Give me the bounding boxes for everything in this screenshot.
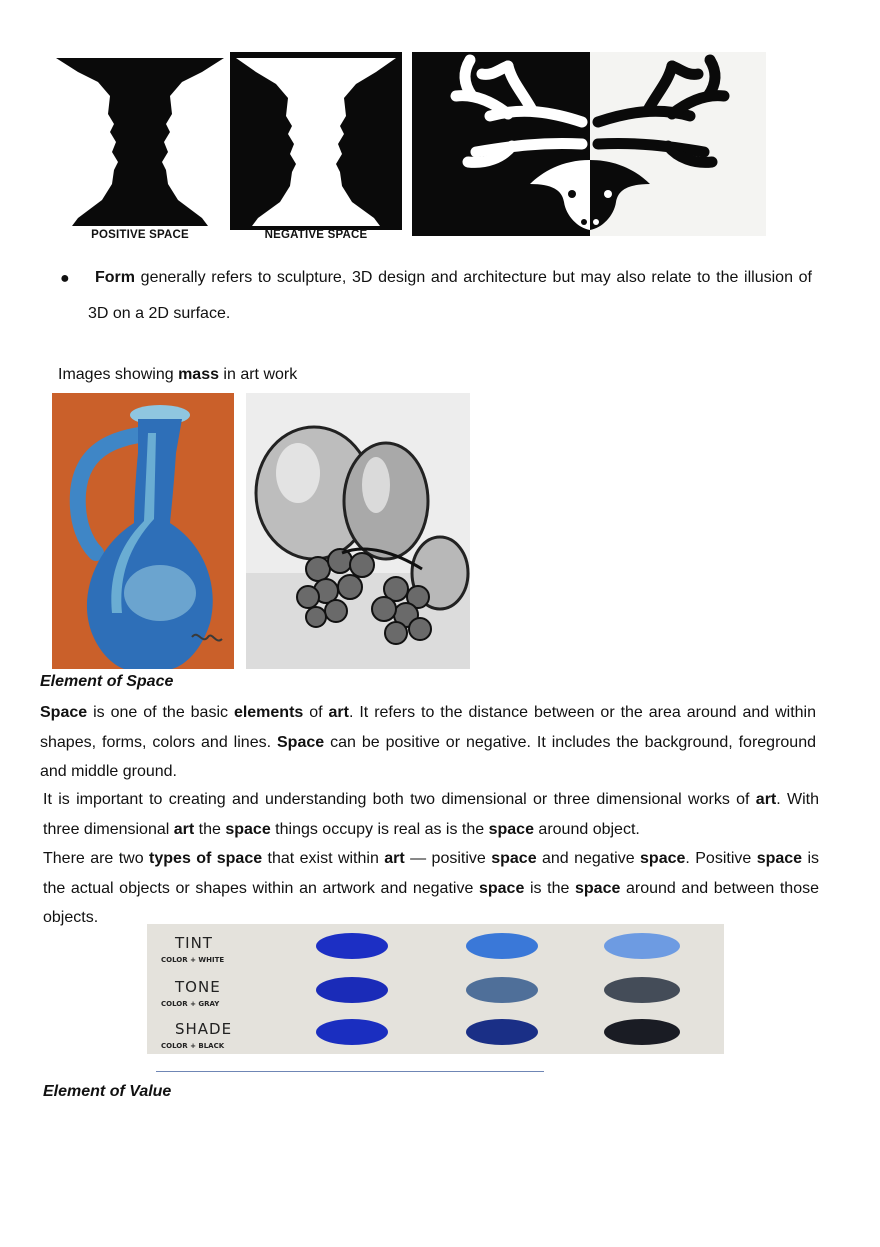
form-text: generally refers to sculpture, 3D design and architecture but may also relate to the illusion of 3D on a 2D surface. bbox=[88, 269, 812, 322]
deer-figure-ground-image bbox=[412, 52, 766, 236]
bullet-marker: ● bbox=[60, 270, 70, 287]
value-swatch bbox=[316, 933, 388, 959]
form-term: Form bbox=[95, 269, 135, 286]
value-row-sublabel: COLOR + WHITE bbox=[161, 956, 225, 964]
text-run-8: . Positive bbox=[685, 850, 757, 867]
value-row-label: SHADE bbox=[175, 1020, 233, 1038]
value-swatch bbox=[604, 1019, 680, 1045]
bold-run-9: space bbox=[756, 850, 803, 867]
value-row-label: TINT bbox=[175, 934, 213, 952]
negative-space-figure bbox=[230, 52, 402, 230]
text-run-2: that exist within bbox=[262, 850, 385, 867]
text-run-6: and negative bbox=[536, 850, 641, 867]
bold-run-0: Space bbox=[40, 704, 88, 721]
bold-run-7: space bbox=[640, 850, 686, 867]
mass-caption-bold: mass bbox=[178, 366, 219, 383]
text-run-4: — positive bbox=[404, 850, 492, 867]
horizontal-rule bbox=[156, 1071, 544, 1072]
value-row-sublabel: COLOR + BLACK bbox=[161, 1042, 225, 1050]
text-run-8: around object. bbox=[533, 820, 640, 838]
bold-run-2: elements bbox=[233, 704, 304, 721]
blue-vase-painting bbox=[52, 393, 234, 669]
text-run-2: . With three dimensional bbox=[43, 791, 820, 838]
positive-space-caption: POSITIVE SPACE bbox=[91, 229, 189, 241]
form-bullet-paragraph bbox=[88, 260, 812, 332]
mass-caption-after: in art work bbox=[218, 366, 298, 383]
space-paragraph-3 bbox=[43, 844, 819, 933]
bold-run-5: space bbox=[491, 850, 537, 867]
text-run-1: is one of the basic bbox=[87, 704, 234, 721]
value-row-label: TONE bbox=[175, 978, 221, 996]
bold-run-6: Space bbox=[277, 733, 325, 751]
bold-run-1: types of space bbox=[149, 850, 263, 867]
mass-caption bbox=[58, 360, 297, 390]
space-heading: Element of Space bbox=[40, 673, 174, 690]
bold-run-4: art bbox=[328, 704, 349, 721]
bold-run-13: space bbox=[575, 879, 621, 897]
value-chart-image bbox=[147, 924, 724, 1054]
text-run-5: . It refers to the distance between or the area around and within shapes, forms, colors and lines. bbox=[40, 704, 817, 751]
mass-caption-before: Images showing bbox=[58, 366, 179, 383]
bold-run-3: art bbox=[384, 850, 405, 867]
value-swatch bbox=[466, 933, 538, 959]
text-run-0: It is important to creating and understanding both two dimensional or three dimensional works of bbox=[43, 791, 756, 808]
space-paragraph-2 bbox=[43, 785, 819, 844]
text-run-10: is the actual objects or shapes within an artwork and negative bbox=[43, 850, 820, 897]
positive-space-figure bbox=[52, 52, 228, 230]
value-swatch bbox=[316, 977, 388, 1003]
bold-run-11: space bbox=[478, 879, 525, 897]
negative-space-caption: NEGATIVE SPACE bbox=[264, 229, 368, 241]
text-run-12: is the bbox=[524, 879, 575, 897]
text-run-3: of bbox=[303, 704, 329, 721]
value-row-sublabel: COLOR + GRAY bbox=[161, 1000, 220, 1008]
text-run-7: can be positive or negative. It includes the background, foreground and middle ground. bbox=[40, 733, 817, 780]
value-swatch bbox=[466, 1019, 538, 1045]
text-run-14: around and between those objects. bbox=[43, 879, 819, 926]
space-paragraph-1 bbox=[40, 698, 816, 787]
fruit-pencil-drawing bbox=[246, 393, 470, 669]
text-run-6: things occupy is real as is the bbox=[270, 820, 489, 838]
text-run-0: There are two bbox=[43, 850, 150, 867]
value-heading: Element of Value bbox=[43, 1083, 172, 1100]
text-run-4: the bbox=[194, 820, 226, 838]
value-swatch bbox=[316, 1019, 388, 1045]
bold-run-7: space bbox=[488, 820, 534, 838]
bold-run-3: art bbox=[173, 820, 195, 838]
value-swatch bbox=[604, 933, 680, 959]
bold-run-5: space bbox=[225, 820, 271, 838]
value-swatch bbox=[466, 977, 538, 1003]
bold-run-1: art bbox=[755, 791, 777, 808]
value-swatch bbox=[604, 977, 680, 1003]
